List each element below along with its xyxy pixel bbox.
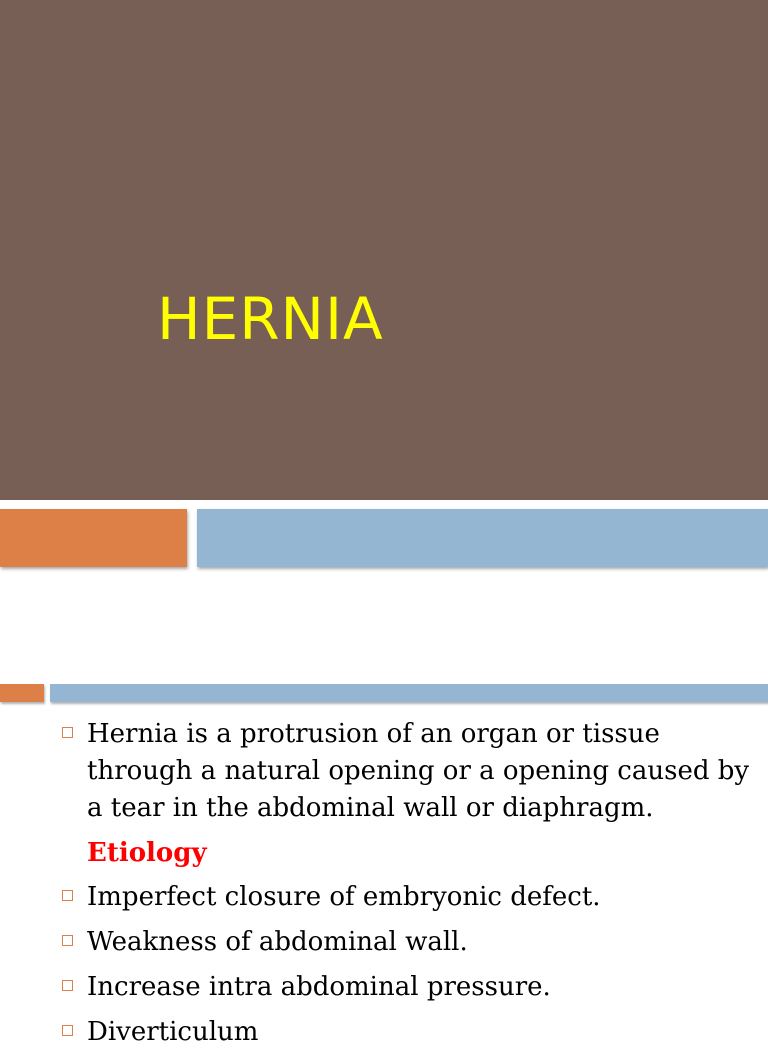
hollow-square-bullet-icon	[62, 980, 73, 991]
list-item	[60, 1014, 750, 1051]
hollow-square-bullet-icon	[62, 727, 73, 738]
orange-header-bar	[0, 684, 44, 702]
blue-header-bar	[50, 684, 768, 702]
intro-text: Hernia is a protrusion of an organ or tissue through a natural opening or a opening caused by a tear in the abdominal wall or diaphragm.	[87, 719, 750, 823]
hollow-square-bullet-icon	[62, 1025, 73, 1036]
slide-content	[60, 716, 750, 1059]
orange-accent-bar	[0, 509, 187, 567]
list-item	[60, 969, 750, 1006]
list-item	[60, 924, 750, 961]
list-item-intro	[60, 716, 750, 827]
etiology-heading: Etiology	[87, 838, 207, 868]
slide-title: HERNIA	[157, 285, 384, 353]
list-item-text: Increase intra abdominal pressure.	[87, 972, 551, 1002]
list-item-text: Diverticulum	[87, 1017, 259, 1047]
blue-accent-bar	[197, 509, 768, 567]
title-slide-background	[0, 0, 768, 500]
hollow-square-bullet-icon	[62, 935, 73, 946]
list-item-text: Weakness of abdominal wall.	[87, 927, 468, 957]
hollow-square-bullet-icon	[62, 890, 73, 901]
list-item	[60, 879, 750, 916]
list-item-text: Imperfect closure of embryonic defect.	[87, 882, 601, 912]
